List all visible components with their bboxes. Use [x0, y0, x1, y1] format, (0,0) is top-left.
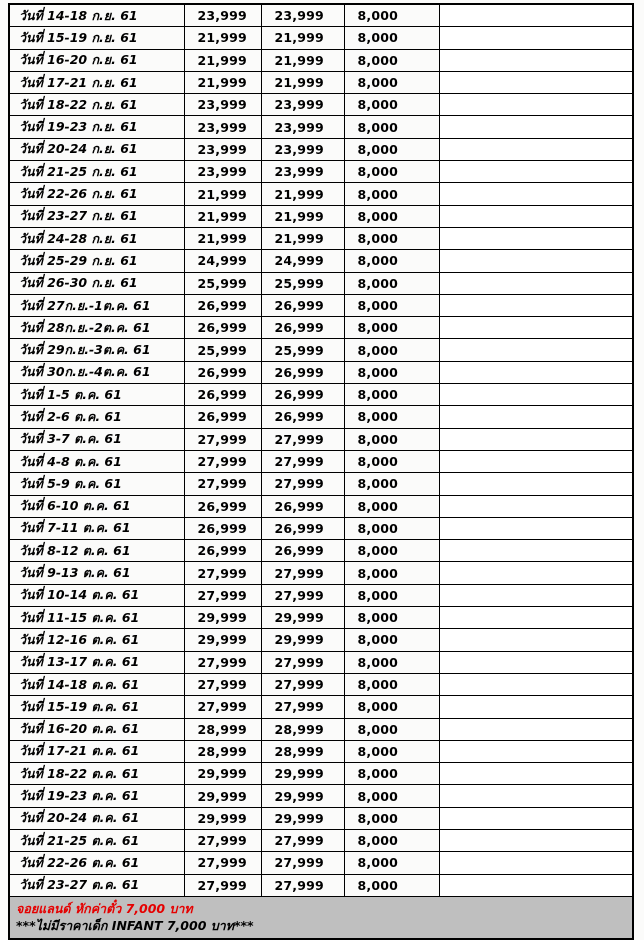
table-row [9, 495, 633, 517]
cell-price-1: 27,999 [184, 852, 261, 874]
cell-empty [439, 138, 633, 160]
table-row [9, 540, 633, 562]
cell-empty [439, 161, 633, 183]
cell-empty [439, 852, 633, 874]
cell-price-3: 8,000 [344, 651, 439, 673]
cell-departure-date: วันที่ 30ก.ย.-4ต.ค. 61 [9, 361, 184, 383]
price-rows [9, 4, 633, 896]
cell-price-2: 29,999 [261, 607, 344, 629]
cell-price-2: 26,999 [261, 384, 344, 406]
cell-empty [439, 607, 633, 629]
cell-empty [439, 807, 633, 829]
cell-price-3: 8,000 [344, 673, 439, 695]
cell-departure-date: วันที่ 23-27 ก.ย. 61 [9, 205, 184, 227]
table-row [9, 673, 633, 695]
table-row [9, 651, 633, 673]
cell-price-3: 8,000 [344, 718, 439, 740]
cell-empty [439, 428, 633, 450]
table-row [9, 161, 633, 183]
cell-departure-date: วันที่ 13-17 ต.ค. 61 [9, 651, 184, 673]
cell-empty [439, 450, 633, 472]
cell-price-1: 29,999 [184, 807, 261, 829]
cell-price-2: 27,999 [261, 829, 344, 851]
cell-departure-date: วันที่ 12-16 ต.ค. 61 [9, 629, 184, 651]
cell-departure-date: วันที่ 14-18 ต.ค. 61 [9, 673, 184, 695]
cell-price-1: 27,999 [184, 428, 261, 450]
cell-price-3: 8,000 [344, 696, 439, 718]
cell-departure-date: วันที่ 1-5 ต.ค. 61 [9, 384, 184, 406]
cell-departure-date: วันที่ 23-27 ต.ค. 61 [9, 874, 184, 896]
cell-departure-date: วันที่ 17-21 ต.ค. 61 [9, 740, 184, 762]
cell-price-2: 23,999 [261, 94, 344, 116]
cell-departure-date: วันที่ 29ก.ย.-3ต.ค. 61 [9, 339, 184, 361]
cell-price-3: 8,000 [344, 49, 439, 71]
footer-note-joyland: จอยแลนด์ หักค่าตั๋ว 7,000 บาท [16, 900, 193, 916]
cell-price-1: 29,999 [184, 763, 261, 785]
cell-price-3: 8,000 [344, 406, 439, 428]
table-row [9, 4, 633, 27]
cell-price-1: 29,999 [184, 629, 261, 651]
cell-price-3: 8,000 [344, 205, 439, 227]
cell-price-3: 8,000 [344, 562, 439, 584]
cell-price-2: 21,999 [261, 71, 344, 93]
table-row [9, 807, 633, 829]
cell-price-1: 21,999 [184, 183, 261, 205]
cell-empty [439, 49, 633, 71]
cell-price-3: 8,000 [344, 94, 439, 116]
cell-departure-date: วันที่ 27ก.ย.-1ต.ค. 61 [9, 294, 184, 316]
cell-price-1: 21,999 [184, 205, 261, 227]
cell-price-2: 29,999 [261, 763, 344, 785]
cell-empty [439, 116, 633, 138]
cell-empty [439, 294, 633, 316]
cell-departure-date: วันที่ 3-7 ต.ค. 61 [9, 428, 184, 450]
cell-price-2: 23,999 [261, 138, 344, 160]
table-row [9, 71, 633, 93]
cell-empty [439, 361, 633, 383]
cell-departure-date: วันที่ 25-29 ก.ย. 61 [9, 250, 184, 272]
cell-price-1: 21,999 [184, 27, 261, 49]
cell-price-2: 27,999 [261, 651, 344, 673]
cell-departure-date: วันที่ 6-10 ต.ค. 61 [9, 495, 184, 517]
cell-price-3: 8,000 [344, 339, 439, 361]
cell-price-3: 8,000 [344, 183, 439, 205]
cell-price-1: 23,999 [184, 138, 261, 160]
cell-price-1: 28,999 [184, 740, 261, 762]
cell-price-2: 26,999 [261, 294, 344, 316]
cell-price-3: 8,000 [344, 138, 439, 160]
table-row [9, 696, 633, 718]
cell-price-2: 21,999 [261, 205, 344, 227]
cell-price-2: 21,999 [261, 27, 344, 49]
cell-empty [439, 562, 633, 584]
footer-note-infant: ***ไม่มีราคาเด็ก INFANT 7,000 บาท*** [16, 917, 254, 933]
cell-departure-date: วันที่ 5-9 ต.ค. 61 [9, 473, 184, 495]
cell-price-2: 23,999 [261, 116, 344, 138]
cell-departure-date: วันที่ 20-24 ก.ย. 61 [9, 138, 184, 160]
cell-price-2: 26,999 [261, 517, 344, 539]
cell-price-3: 8,000 [344, 250, 439, 272]
cell-price-3: 8,000 [344, 294, 439, 316]
cell-price-3: 8,000 [344, 227, 439, 249]
cell-departure-date: วันที่ 22-26 ต.ค. 61 [9, 852, 184, 874]
cell-price-2: 27,999 [261, 450, 344, 472]
cell-price-3: 8,000 [344, 71, 439, 93]
cell-departure-date: วันที่ 26-30 ก.ย. 61 [9, 272, 184, 294]
cell-departure-date: วันที่ 20-24 ต.ค. 61 [9, 807, 184, 829]
cell-price-1: 27,999 [184, 450, 261, 472]
cell-price-3: 8,000 [344, 450, 439, 472]
cell-departure-date: วันที่ 8-12 ต.ค. 61 [9, 540, 184, 562]
cell-price-1: 27,999 [184, 651, 261, 673]
cell-price-1: 27,999 [184, 874, 261, 896]
cell-price-2: 28,999 [261, 718, 344, 740]
cell-empty [439, 473, 633, 495]
cell-departure-date: วันที่ 15-19 ก.ย. 61 [9, 27, 184, 49]
cell-price-1: 26,999 [184, 317, 261, 339]
cell-price-3: 8,000 [344, 384, 439, 406]
cell-price-3: 8,000 [344, 361, 439, 383]
cell-price-1: 29,999 [184, 785, 261, 807]
cell-price-2: 27,999 [261, 673, 344, 695]
cell-price-1: 26,999 [184, 517, 261, 539]
cell-price-2: 27,999 [261, 696, 344, 718]
table-row [9, 250, 633, 272]
cell-empty [439, 27, 633, 49]
cell-price-2: 21,999 [261, 183, 344, 205]
cell-price-1: 24,999 [184, 250, 261, 272]
footer-note-cell [9, 896, 633, 939]
cell-price-1: 23,999 [184, 161, 261, 183]
table-row [9, 361, 633, 383]
cell-price-2: 25,999 [261, 339, 344, 361]
cell-empty [439, 740, 633, 762]
cell-price-1: 26,999 [184, 406, 261, 428]
table-row [9, 205, 633, 227]
table-footer-row [9, 896, 633, 939]
table-row [9, 317, 633, 339]
table-row [9, 450, 633, 472]
table-row [9, 718, 633, 740]
cell-empty [439, 406, 633, 428]
cell-price-3: 8,000 [344, 584, 439, 606]
cell-price-3: 8,000 [344, 740, 439, 762]
cell-price-2: 26,999 [261, 540, 344, 562]
cell-price-2: 27,999 [261, 852, 344, 874]
table-row [9, 339, 633, 361]
cell-departure-date: วันที่ 19-23 ต.ค. 61 [9, 785, 184, 807]
cell-price-2: 27,999 [261, 473, 344, 495]
cell-price-1: 26,999 [184, 540, 261, 562]
cell-price-3: 8,000 [344, 317, 439, 339]
cell-empty [439, 71, 633, 93]
cell-price-2: 27,999 [261, 874, 344, 896]
cell-departure-date: วันที่ 18-22 ก.ย. 61 [9, 94, 184, 116]
cell-departure-date: วันที่ 15-19 ต.ค. 61 [9, 696, 184, 718]
cell-price-1: 27,999 [184, 673, 261, 695]
table-row [9, 116, 633, 138]
table-row [9, 473, 633, 495]
cell-departure-date: วันที่ 7-11 ต.ค. 61 [9, 517, 184, 539]
cell-price-2: 26,999 [261, 406, 344, 428]
table-row [9, 874, 633, 896]
cell-price-1: 27,999 [184, 829, 261, 851]
cell-price-3: 8,000 [344, 517, 439, 539]
cell-price-1: 27,999 [184, 473, 261, 495]
cell-price-2: 27,999 [261, 584, 344, 606]
table-row [9, 763, 633, 785]
cell-price-2: 26,999 [261, 317, 344, 339]
cell-price-3: 8,000 [344, 27, 439, 49]
cell-departure-date: วันที่ 11-15 ต.ค. 61 [9, 607, 184, 629]
cell-price-3: 8,000 [344, 4, 439, 27]
cell-empty [439, 540, 633, 562]
cell-price-2: 27,999 [261, 562, 344, 584]
cell-price-3: 8,000 [344, 629, 439, 651]
cell-empty [439, 384, 633, 406]
table-row [9, 584, 633, 606]
cell-empty [439, 205, 633, 227]
table-row [9, 384, 633, 406]
cell-price-2: 29,999 [261, 629, 344, 651]
table-row [9, 428, 633, 450]
cell-empty [439, 696, 633, 718]
table-row [9, 562, 633, 584]
cell-price-1: 26,999 [184, 384, 261, 406]
cell-price-1: 21,999 [184, 227, 261, 249]
table-row [9, 27, 633, 49]
cell-price-1: 25,999 [184, 339, 261, 361]
cell-empty [439, 584, 633, 606]
cell-empty [439, 495, 633, 517]
table-row [9, 829, 633, 851]
cell-price-1: 27,999 [184, 562, 261, 584]
cell-price-1: 26,999 [184, 495, 261, 517]
cell-price-3: 8,000 [344, 540, 439, 562]
cell-price-2: 29,999 [261, 807, 344, 829]
table-row [9, 517, 633, 539]
cell-empty [439, 94, 633, 116]
cell-price-3: 8,000 [344, 161, 439, 183]
cell-departure-date: วันที่ 18-22 ต.ค. 61 [9, 763, 184, 785]
cell-price-1: 23,999 [184, 4, 261, 27]
table-row [9, 227, 633, 249]
cell-price-2: 29,999 [261, 785, 344, 807]
cell-empty [439, 651, 633, 673]
cell-empty [439, 718, 633, 740]
table-row [9, 406, 633, 428]
cell-departure-date: วันที่ 22-26 ก.ย. 61 [9, 183, 184, 205]
cell-departure-date: วันที่ 24-28 ก.ย. 61 [9, 227, 184, 249]
cell-price-1: 21,999 [184, 71, 261, 93]
table-row [9, 785, 633, 807]
cell-empty [439, 785, 633, 807]
cell-price-3: 8,000 [344, 428, 439, 450]
cell-empty [439, 673, 633, 695]
cell-empty [439, 272, 633, 294]
cell-price-2: 21,999 [261, 49, 344, 71]
cell-price-2: 25,999 [261, 272, 344, 294]
table-row [9, 49, 633, 71]
cell-empty [439, 629, 633, 651]
cell-departure-date: วันที่ 14-18 ก.ย. 61 [9, 4, 184, 27]
cell-price-2: 21,999 [261, 227, 344, 249]
cell-empty [439, 829, 633, 851]
cell-empty [439, 227, 633, 249]
cell-empty [439, 763, 633, 785]
cell-departure-date: วันที่ 28ก.ย.-2ต.ค. 61 [9, 317, 184, 339]
cell-price-3: 8,000 [344, 272, 439, 294]
cell-price-3: 8,000 [344, 852, 439, 874]
table-row [9, 183, 633, 205]
cell-price-2: 28,999 [261, 740, 344, 762]
cell-price-1: 28,999 [184, 718, 261, 740]
cell-departure-date: วันที่ 10-14 ต.ค. 61 [9, 584, 184, 606]
cell-empty [439, 517, 633, 539]
cell-price-3: 8,000 [344, 874, 439, 896]
cell-departure-date: วันที่ 21-25 ต.ค. 61 [9, 829, 184, 851]
cell-departure-date: วันที่ 21-25 ก.ย. 61 [9, 161, 184, 183]
cell-price-2: 23,999 [261, 161, 344, 183]
cell-empty [439, 183, 633, 205]
table-row [9, 629, 633, 651]
table-row [9, 607, 633, 629]
cell-price-1: 23,999 [184, 94, 261, 116]
cell-price-3: 8,000 [344, 785, 439, 807]
cell-price-2: 23,999 [261, 4, 344, 27]
cell-departure-date: วันที่ 17-21 ก.ย. 61 [9, 71, 184, 93]
table-row [9, 272, 633, 294]
cell-departure-date: วันที่ 16-20 ก.ย. 61 [9, 49, 184, 71]
table-row [9, 740, 633, 762]
cell-empty [439, 874, 633, 896]
cell-departure-date: วันที่ 4-8 ต.ค. 61 [9, 450, 184, 472]
cell-empty [439, 250, 633, 272]
table-row [9, 294, 633, 316]
cell-departure-date: วันที่ 16-20 ต.ค. 61 [9, 718, 184, 740]
cell-price-1: 26,999 [184, 294, 261, 316]
cell-empty [439, 339, 633, 361]
cell-price-3: 8,000 [344, 473, 439, 495]
cell-price-2: 24,999 [261, 250, 344, 272]
cell-departure-date: วันที่ 2-6 ต.ค. 61 [9, 406, 184, 428]
cell-price-1: 25,999 [184, 272, 261, 294]
cell-price-3: 8,000 [344, 829, 439, 851]
cell-price-1: 21,999 [184, 49, 261, 71]
cell-price-3: 8,000 [344, 116, 439, 138]
cell-empty [439, 317, 633, 339]
cell-price-1: 23,999 [184, 116, 261, 138]
cell-departure-date: วันที่ 9-13 ต.ค. 61 [9, 562, 184, 584]
table-row [9, 852, 633, 874]
cell-price-3: 8,000 [344, 607, 439, 629]
cell-departure-date: วันที่ 19-23 ก.ย. 61 [9, 116, 184, 138]
cell-price-3: 8,000 [344, 807, 439, 829]
table-row [9, 138, 633, 160]
cell-price-2: 26,999 [261, 495, 344, 517]
tour-price-table [8, 3, 634, 940]
cell-empty [439, 4, 633, 27]
cell-price-1: 27,999 [184, 696, 261, 718]
cell-price-3: 8,000 [344, 495, 439, 517]
cell-price-1: 27,999 [184, 584, 261, 606]
table-row [9, 94, 633, 116]
cell-price-2: 26,999 [261, 361, 344, 383]
cell-price-3: 8,000 [344, 763, 439, 785]
cell-price-1: 29,999 [184, 607, 261, 629]
cell-price-1: 26,999 [184, 361, 261, 383]
cell-price-2: 27,999 [261, 428, 344, 450]
